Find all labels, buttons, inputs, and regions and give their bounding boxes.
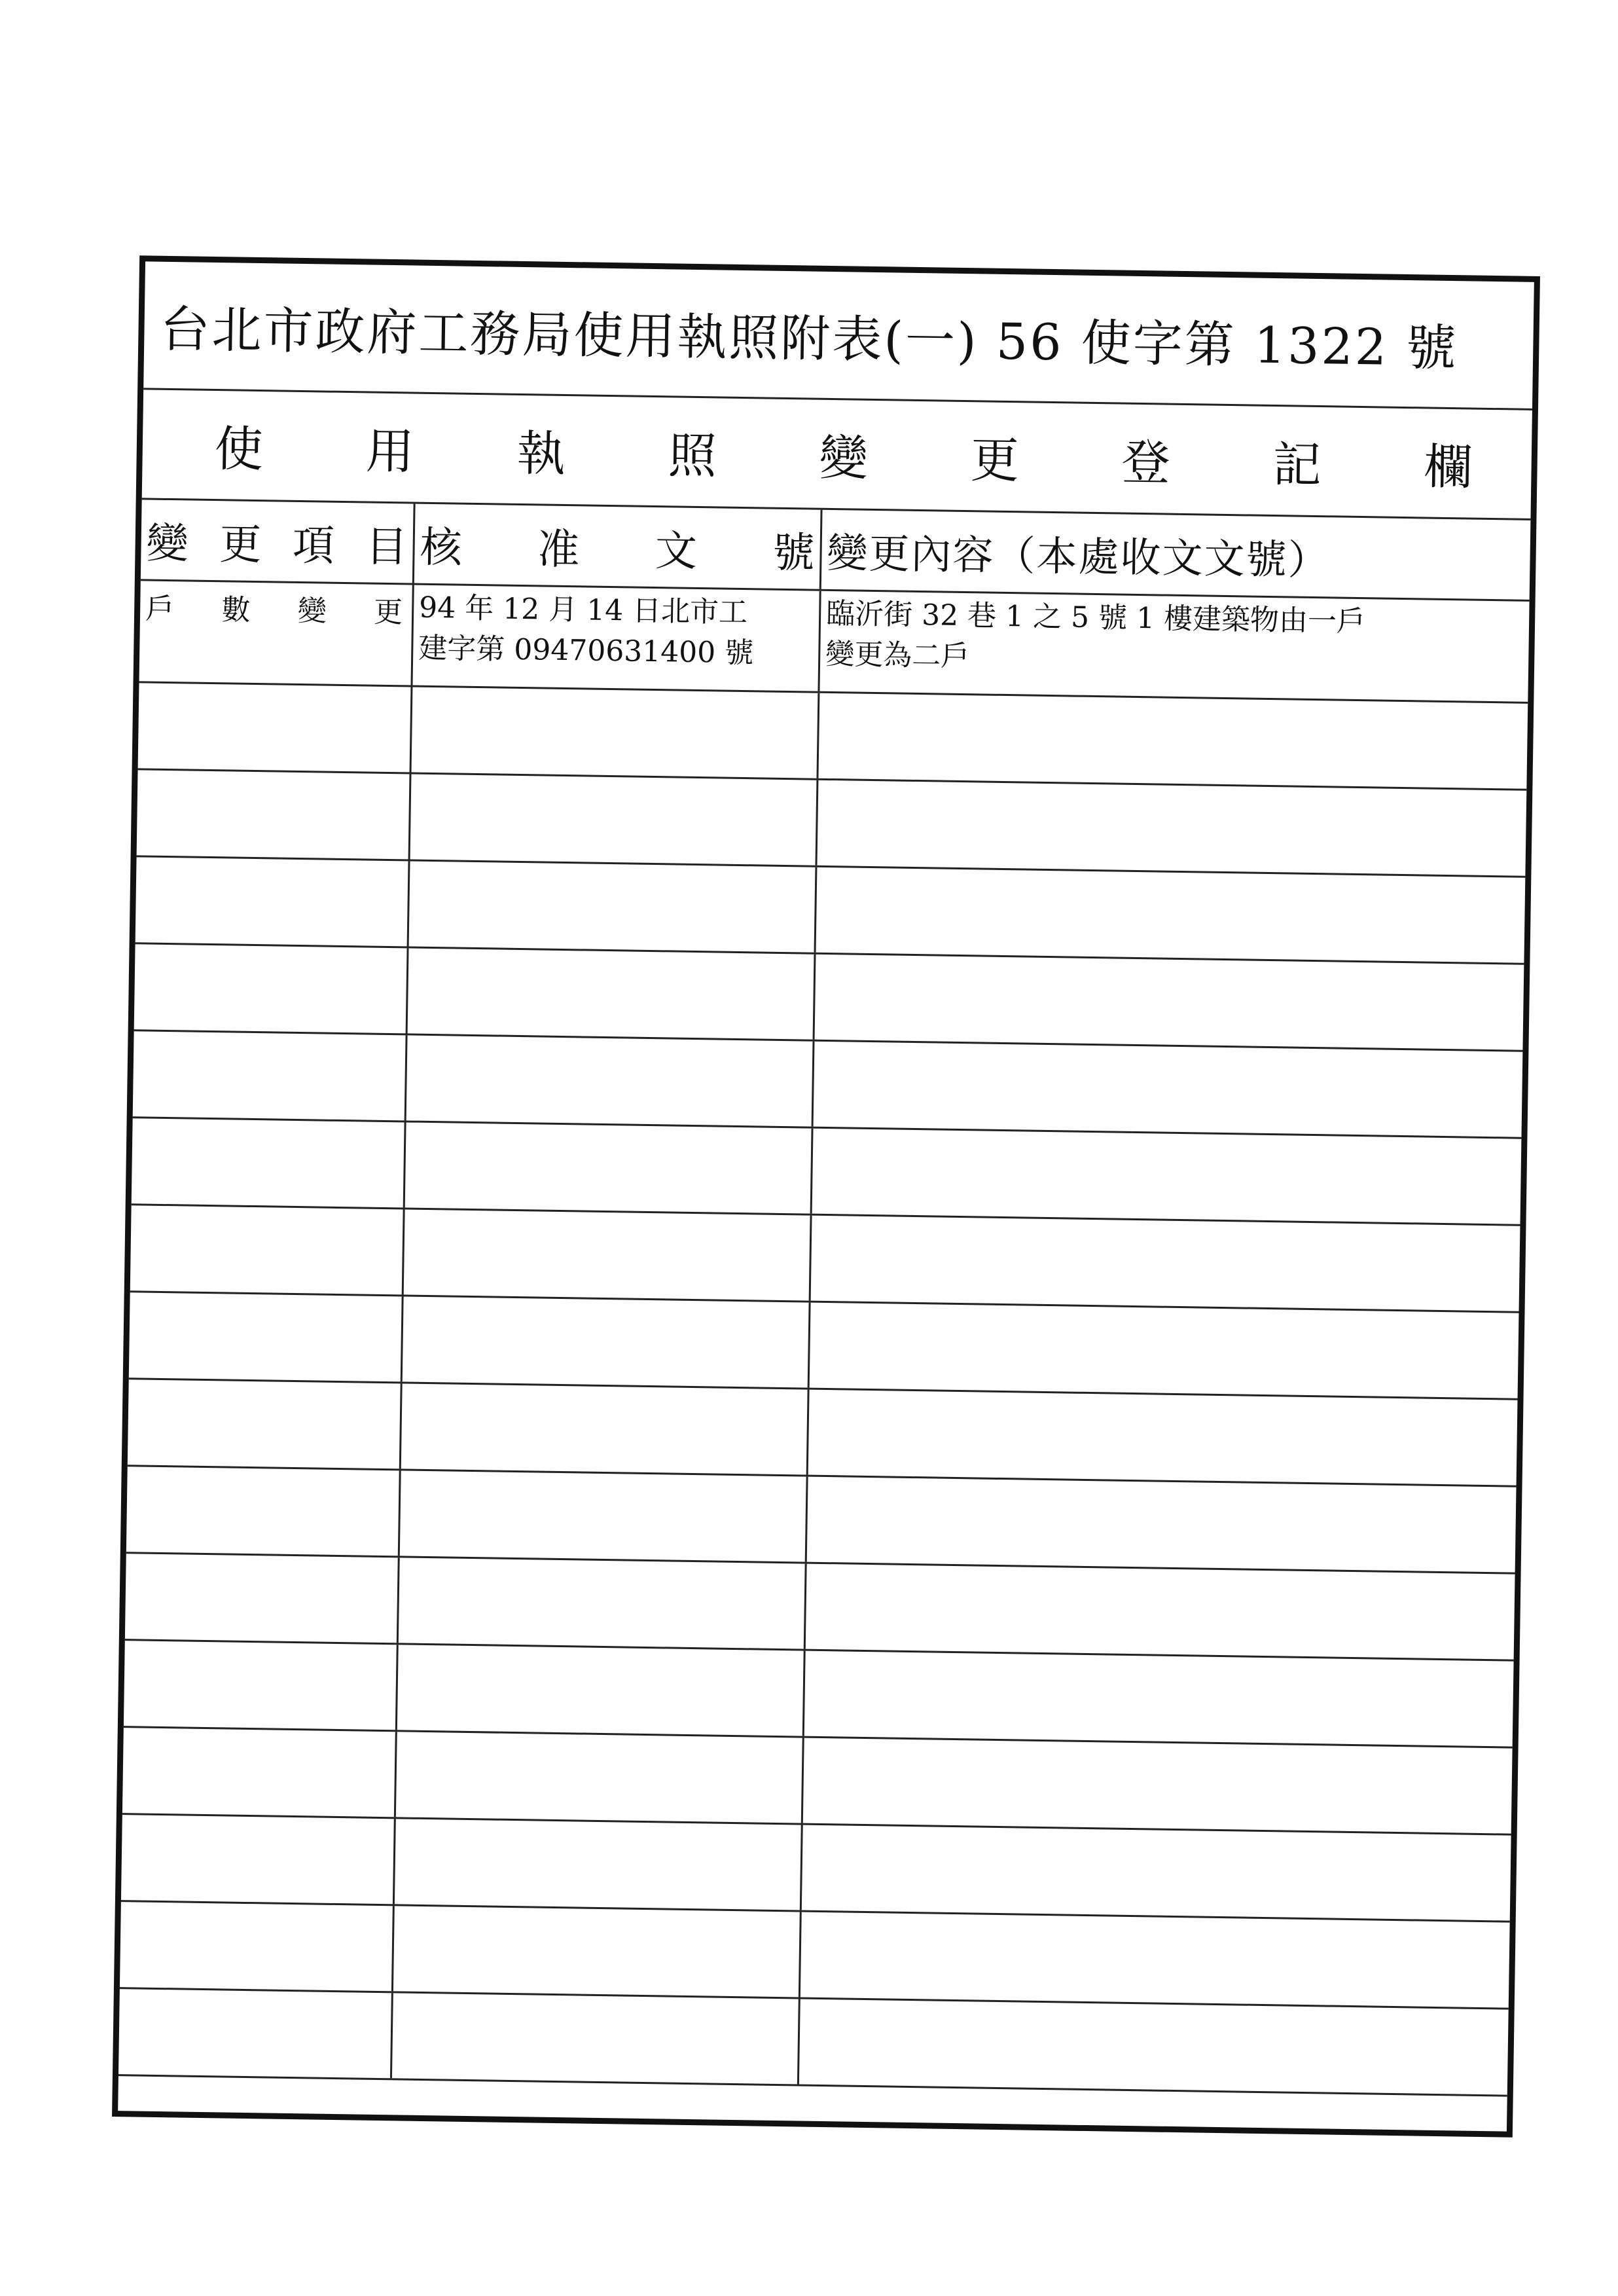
approval-number-cell (412, 687, 820, 778)
approval-line: 94 年 12 月 14 日北市工 (418, 591, 748, 630)
approval-number-cell (404, 1209, 812, 1300)
approval-number-cell (396, 1732, 804, 1823)
approval-number-cell (409, 862, 818, 953)
section-heading-char: 更 (970, 431, 1020, 489)
approval-number-cell (392, 1993, 800, 2084)
change-item-cell (120, 1902, 395, 1991)
approval-number-cell (406, 1035, 815, 1126)
section-heading-char: 照 (668, 427, 717, 484)
header-char: 文 (655, 526, 698, 576)
change-item-cell (128, 1379, 403, 1468)
item-char: 數 (221, 593, 251, 627)
form-title-row (143, 261, 1534, 410)
change-content-cell (816, 867, 1526, 963)
change-content-cell (808, 1390, 1518, 1485)
change-content-cell (810, 1303, 1519, 1398)
change-item-cell (130, 1205, 405, 1294)
header-approval-number (414, 504, 823, 589)
approval-line: 建字第 09470631400 號 (418, 631, 754, 670)
change-content-cell (806, 1564, 1515, 1660)
approval-number-cell (413, 585, 821, 691)
change-content-cell (815, 955, 1524, 1050)
change-content-cell (818, 780, 1527, 876)
approval-number-cell (403, 1296, 811, 1387)
change-item-cell (133, 1031, 408, 1120)
header-char: 更 (219, 520, 262, 570)
section-heading-char: 變 (819, 429, 869, 487)
header-char: 准 (537, 524, 580, 574)
change-content-cell (799, 1999, 1509, 2095)
header-char: 變 (146, 519, 189, 568)
form-title: 台北市政府工務局使用執照附表(一) 56 使字第 1322 號 (159, 299, 1459, 378)
section-heading-char: 用 (365, 422, 415, 481)
change-content-cell (803, 1738, 1513, 1834)
change-content-cell (807, 1477, 1517, 1573)
change-content-cell (814, 1042, 1523, 1137)
usage-license-attachment-form (112, 255, 1540, 2137)
change-item-cell (138, 683, 413, 772)
approval-number-cell (408, 949, 816, 1040)
change-item-cell (135, 857, 410, 946)
approval-number-cell (393, 1906, 802, 1997)
change-item-cell (124, 1641, 399, 1730)
approval-number-cell (401, 1383, 810, 1474)
section-heading-char: 欄 (1423, 438, 1473, 496)
item-char: 變 (297, 594, 327, 629)
change-item-cell (126, 1467, 401, 1556)
content-line: 臨沂街 32 巷 1 之 5 號 1 樓建築物由一戶 (825, 596, 1366, 639)
approval-number-cell (400, 1470, 808, 1561)
header-char: 核 (420, 523, 463, 573)
header-char: 項 (292, 521, 335, 571)
change-content-cell (819, 591, 1529, 702)
change-content-cell (802, 1825, 1511, 1921)
approval-number-cell (410, 774, 819, 866)
header-change-item (141, 500, 416, 583)
table-row (139, 581, 1530, 703)
header-change-content: 變更內容（本處收文文號） (827, 528, 1331, 585)
change-item-cell (134, 944, 409, 1033)
change-item-cell (129, 1292, 404, 1381)
change-item-cell (118, 1989, 393, 2078)
change-content-cell (818, 693, 1528, 789)
section-heading-char: 執 (516, 425, 566, 483)
header-char: 號 (772, 528, 816, 578)
header-char: 目 (365, 522, 408, 572)
change-content-cell (804, 1651, 1514, 1747)
approval-number-cell (399, 1558, 807, 1649)
approval-number-cell (405, 1122, 814, 1213)
change-content-cell (800, 1912, 1510, 2008)
section-heading-char: 登 (1121, 434, 1171, 492)
content-line: 變更為二戶 (825, 637, 970, 674)
section-heading (142, 390, 1532, 520)
approval-number-cell (397, 1645, 806, 1736)
change-item-cell (125, 1554, 400, 1643)
item-char: 戶 (145, 592, 175, 627)
approval-number-cell (395, 1819, 803, 1910)
section-heading-char: 使 (214, 420, 264, 478)
section-heading-char: 記 (1272, 436, 1322, 494)
change-content-cell (812, 1129, 1522, 1224)
change-content-cell (811, 1216, 1520, 1311)
item-char: 更 (373, 595, 403, 630)
change-item-cell (121, 1815, 396, 1904)
change-item-cell (122, 1728, 397, 1817)
change-item-cell (132, 1118, 406, 1207)
change-item-cell (139, 581, 414, 685)
change-item-cell (137, 770, 412, 859)
